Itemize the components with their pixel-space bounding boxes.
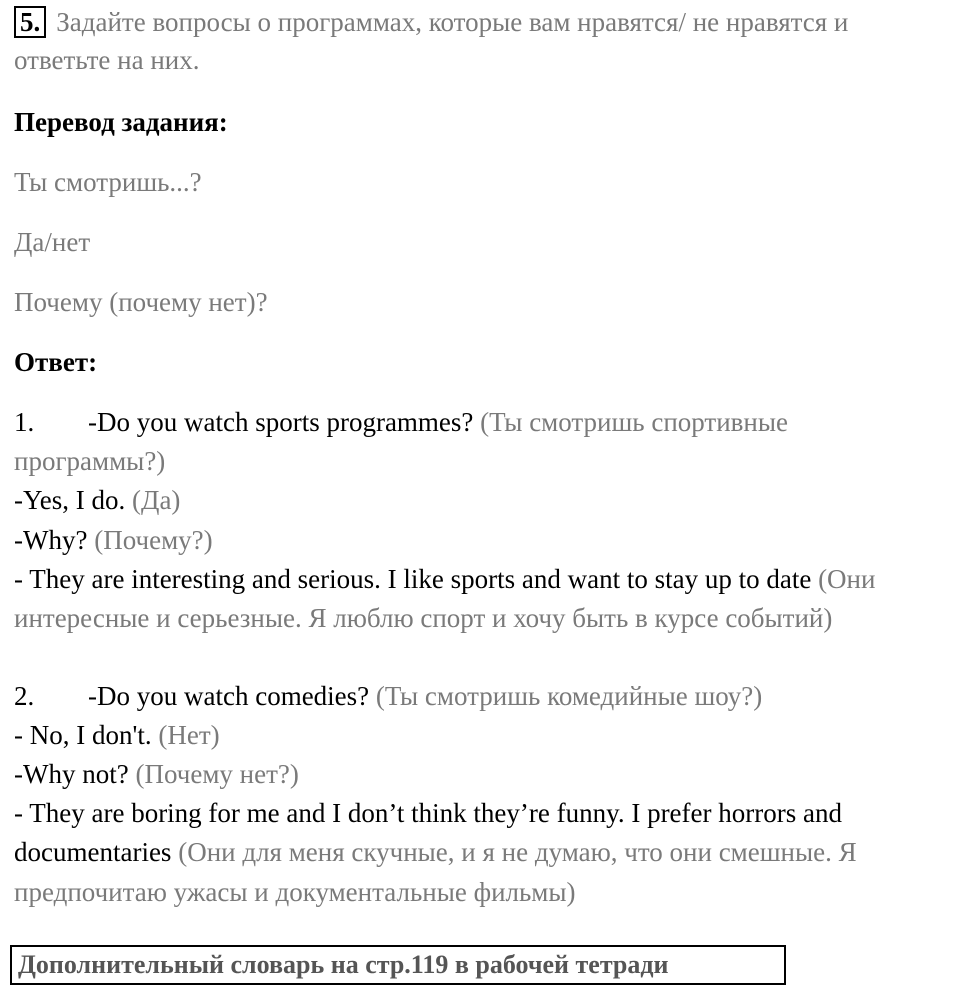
answer-heading: Ответ: (14, 347, 98, 377)
answer-2-reason: - They are boring for me and I don’t think they’re funny. I prefer horrors and (14, 798, 842, 828)
answer-1-q-ru: (Ты смотришь спортивные (480, 407, 788, 437)
answer-2-question (14, 676, 762, 716)
answer-1-reason-ru: (Они (818, 564, 876, 594)
answer-1-reason (14, 559, 875, 599)
translation-line-2: Да/нет (14, 227, 91, 257)
task-number: 5. (14, 6, 46, 38)
answer-2-why-ru: (Почему нет?) (135, 759, 299, 789)
answer-1-question (14, 402, 788, 442)
translation-line-1: Ты смотришь...? (14, 167, 202, 197)
answer-1-reason-en: - They are interesting and serious. I like sports and want to stay up to date (14, 564, 812, 594)
answer-2-reason-en-cont: documentaries (14, 837, 172, 867)
answer-2-why (14, 754, 299, 794)
answer-2-reason-ru: (Они для меня скучные, и я не думаю, что они смешные. Я (178, 837, 857, 867)
answer-2-q-en: -Do you watch comedies? (88, 681, 370, 711)
answer-2-a-ru: (Нет) (158, 720, 220, 750)
answer-2-number: 2. (14, 681, 35, 711)
answer-2-why-en: -Why not? (14, 759, 129, 789)
answer-1-number: 1. (14, 407, 35, 437)
answer-1-why (14, 520, 213, 560)
translation-heading: Перевод задания: (14, 107, 228, 137)
answer-1-q-en: -Do you watch sports programmes? (88, 407, 474, 437)
answer-2-reason-ru-cont: предпочитаю ужасы и документальные фильмы) (14, 877, 576, 907)
answer-1-a-ru: (Да) (132, 485, 181, 515)
answer-2-reason-line2 (14, 832, 857, 872)
answer-1-a-en: -Yes, I do. (14, 485, 126, 515)
answer-2-reply (14, 715, 220, 755)
answer-1-reason-ru-cont: интересные и серьезные. Я люблю спорт и хочу быть в курсе событий) (14, 603, 833, 633)
task-line-1 (14, 2, 848, 42)
task-line-2: ответьте на них. (14, 45, 200, 75)
answer-1-reply (14, 480, 180, 520)
answer-1-why-en: -Why? (14, 525, 88, 555)
answer-1-why-ru: (Почему?) (94, 525, 213, 555)
answer-1-q-ru-cont: программы?) (14, 446, 166, 476)
answer-2-a-en: - No, I don't. (14, 720, 152, 750)
extra-vocabulary-note: Дополнительный словарь на стр.119 в рабочей тетради (10, 945, 786, 985)
answer-2-q-ru: (Ты смотришь комедийные шоу?) (375, 681, 763, 711)
translation-line-3: Почему (почему нет)? (14, 287, 268, 317)
task-text-1: Задайте вопросы о программах, которые вам нравятся/ не нравятся и (56, 7, 849, 37)
